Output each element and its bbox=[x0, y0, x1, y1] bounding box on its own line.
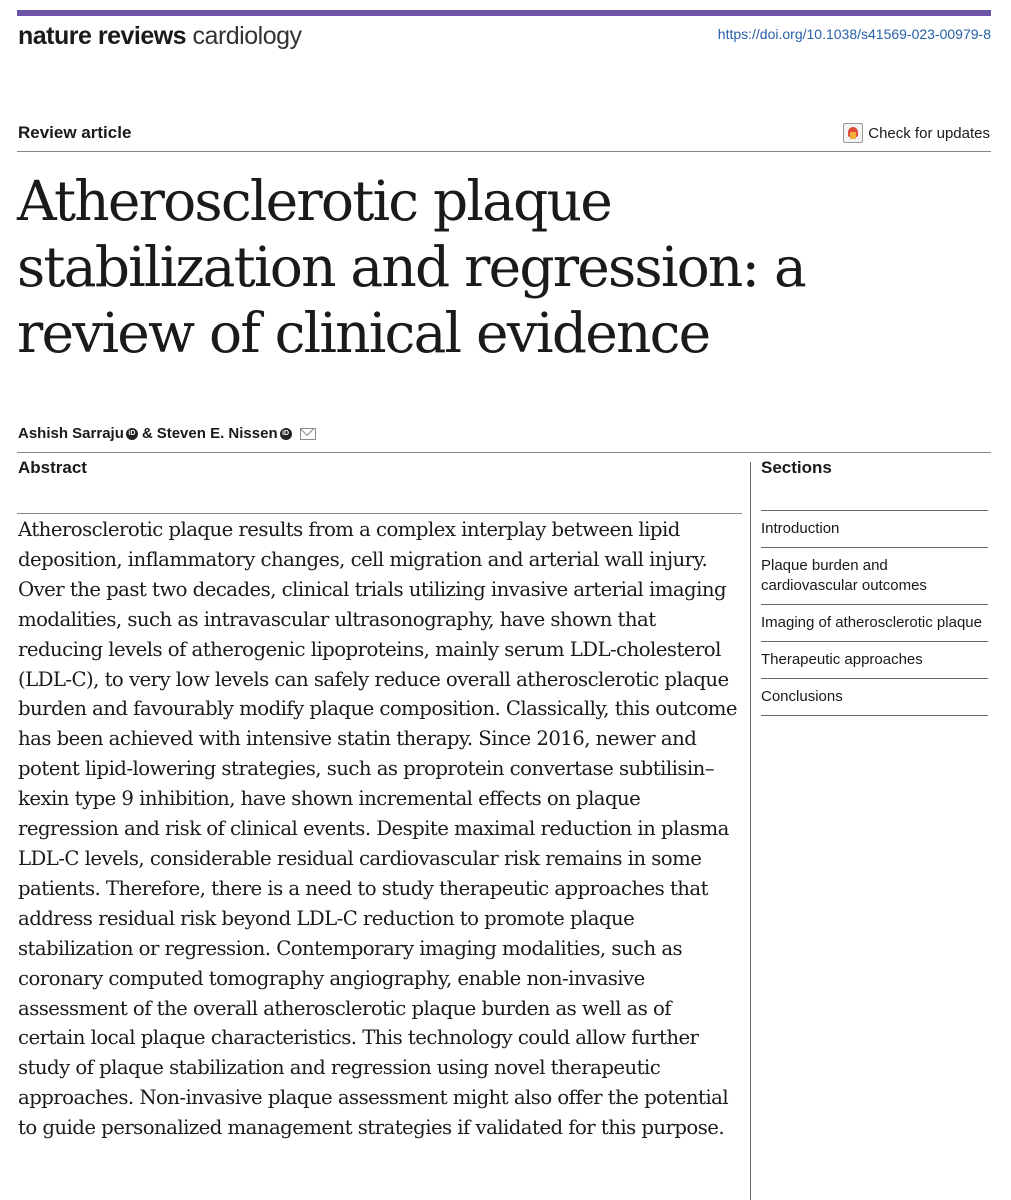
section-link-imaging[interactable]: Imaging of atherosclerotic plaque bbox=[761, 605, 988, 642]
doi-link[interactable]: https://doi.org/10.1038/s41569-023-00979-8 bbox=[717, 26, 991, 42]
divider bbox=[17, 452, 991, 453]
check-for-updates-label: Check for updates bbox=[868, 124, 990, 142]
sections-heading: Sections bbox=[761, 458, 988, 511]
section-link-introduction[interactable]: Introduction bbox=[761, 511, 988, 548]
article-meta-row bbox=[17, 118, 991, 152]
journal-name-bold: nature reviews bbox=[18, 22, 187, 50]
author-separator: & bbox=[141, 425, 153, 442]
section-link-therapeutic-approaches[interactable]: Therapeutic approaches bbox=[761, 642, 988, 679]
abstract-heading: Abstract bbox=[18, 458, 87, 477]
article-title: Atherosclerotic plaque stabilization and regression: a review of clinical evidence bbox=[17, 169, 805, 365]
section-link-conclusions[interactable]: Conclusions bbox=[761, 679, 988, 716]
journal-logo[interactable] bbox=[18, 22, 302, 51]
sections-list bbox=[761, 511, 988, 716]
abstract-divider bbox=[17, 513, 742, 514]
crossmark-icon bbox=[843, 123, 863, 143]
article-type-label: Review article bbox=[18, 123, 132, 142]
author-list bbox=[18, 425, 316, 442]
orcid-icon[interactable]: iD bbox=[280, 428, 292, 440]
section-link-plaque-burden[interactable]: Plaque burden and cardiovascular outcomes bbox=[761, 548, 988, 605]
journal-name-light: cardiology bbox=[192, 22, 302, 50]
orcid-icon[interactable]: iD bbox=[126, 428, 138, 440]
check-for-updates-button[interactable] bbox=[843, 123, 990, 143]
author-name-1[interactable]: Ashish Sarraju bbox=[18, 425, 124, 442]
sections-nav bbox=[761, 458, 988, 716]
author-name-2[interactable]: Steven E. Nissen bbox=[156, 425, 278, 442]
column-divider bbox=[750, 462, 751, 1200]
journal-accent-bar bbox=[17, 10, 991, 16]
email-icon[interactable] bbox=[300, 428, 316, 440]
abstract-text: Atherosclerotic plaque results from a complex interplay between lipid deposition, inflammatory changes, cell migration and arterial wall injury. Over the past two decades, clinical trials utilizing invasive arterial imaging modalities, such as intravascular ultrasonography, have shown that reducing levels of atherogenic lipoproteins, mainly serum LDL-cholesterol (LDL-C), to very low levels can safely reduce overall atherosclerotic plaque burden and favourably modify plaque composition. Classically, this outcome has been achieved with intensive statin therapy. Since 2016, newer and potent lipid-lowering strategies, such as proprotein convertase subtilisin–kexin type 9 inhibition, have shown incremental effects on plaque regression and risk of clinical events. Despite maximal reduction in plasma LDL-C levels, considerable residual cardiovascular risk remains in some patients. Therefore, there is a need to study therapeutic approaches that address residual risk beyond LDL-C reduction to promote plaque stabilization or regression. Contemporary imaging modalities, such as coronary computed tomography angiography, enable non-invasive assessment of the overall atherosclerotic plaque burden as well as of certain local plaque characteristics. This technology could allow further study of plaque stabilization and regression using novel therapeutic approaches. Non-invasive plaque assessment might also offer the potential to guide personalized management strategies if validated for this purpose. bbox=[18, 518, 738, 1140]
